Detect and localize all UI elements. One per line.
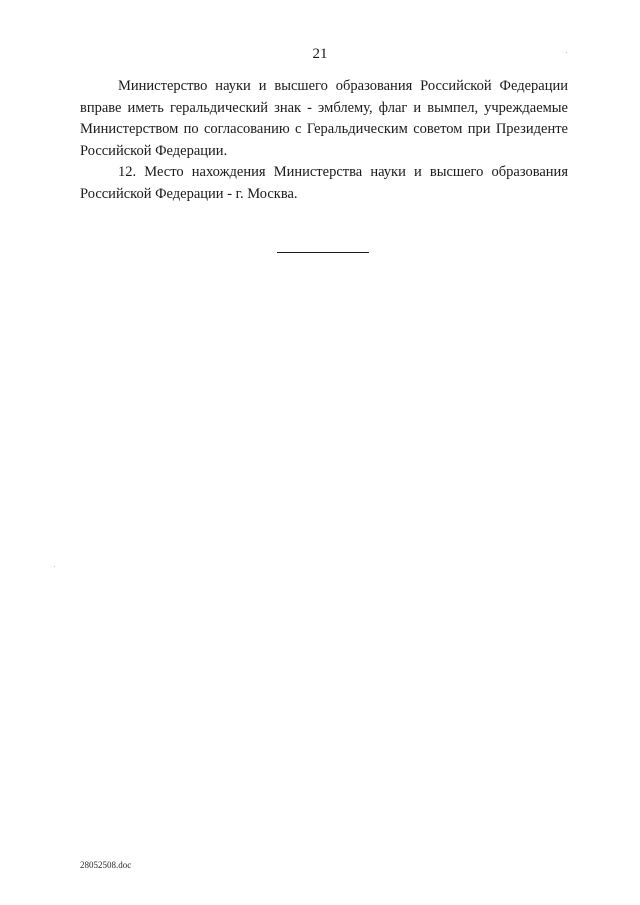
paragraph-location: 12. Место нахождения Министерства науки и высшего образования Российской Федерации - г. Москва. — [80, 164, 568, 202]
footer-file-code: 28052508.doc — [80, 860, 132, 870]
paragraph-heraldic-sign: Министерство науки и высшего образования Российской Федерации вправе иметь геральдический знак - эмблему, флаг и вымпел, учреждаемые Министерством по согласованию с Геральдическим советом при Президенте Российской Федерации. — [80, 78, 568, 159]
scan-speck — [566, 52, 567, 53]
end-of-document-divider — [277, 252, 369, 253]
page-number: 21 — [312, 46, 328, 62]
document-body — [80, 76, 568, 205]
scan-speck — [54, 566, 55, 567]
